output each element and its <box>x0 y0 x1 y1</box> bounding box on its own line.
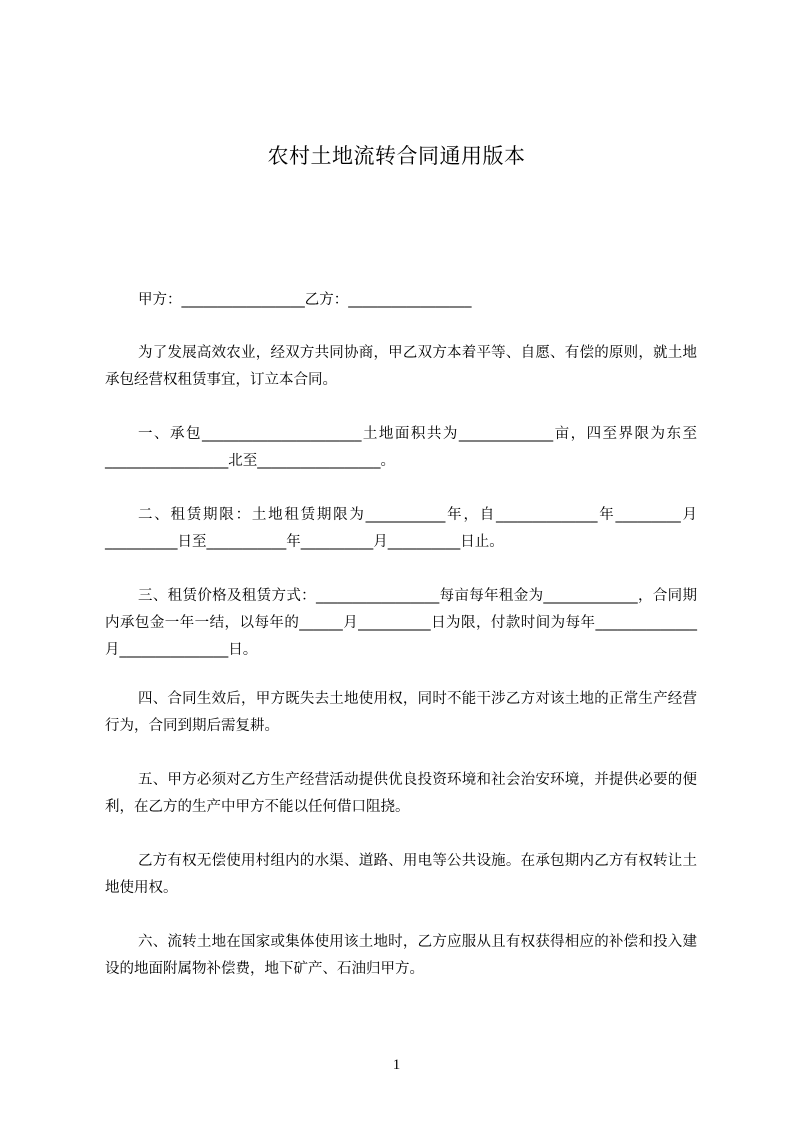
party-line: 甲方：_________________乙方：_________________ <box>138 292 472 308</box>
clause-3-lease-price: 三、租赁价格及租赁方式：_________________每亩每年租金为_____________，合同期内承包金一年一结，以每年的______月__________日为限，付款时间为每年______________月_______________日。 <box>105 588 697 658</box>
page-number: 1 <box>392 1057 401 1073</box>
clause-2-lease-term: 二、租赁期限：土地租赁期限为___________年，自______________年_________月__________日至___________年__________月__________日止。 <box>105 507 697 550</box>
document-title: 农村土地流转合同通用版本 <box>267 144 526 168</box>
clause-5-obligations: 五、甲方必须对乙方生产经营活动提供优良投资环境和社会治安环境，并提供必要的便利，在乙方的生产中甲方不能以任何借口阻挠。 <box>105 772 697 815</box>
clause-4-effect: 四、合同生效后，甲方既失去土地使用权，同时不能干涉乙方对该土地的正常生产经营行为，合同到期后需复耕。 <box>105 691 697 734</box>
preamble-paragraph: 为了发展高效农业，经双方共同协商，甲乙双方本着平等、自愿、有偿的原则，就土地承包经营权租赁事宜，订立本合同。 <box>105 345 697 388</box>
clause-6-expropriation: 六、流转土地在国家或集体使用该土地时，乙方应服从且有权获得相应的补偿和投入建设的地面附属物补偿费，地下矿产、石油归甲方。 <box>105 934 697 977</box>
clause-1-land-area: 一、承包______________________土地面积共为_____________亩，四至界限为东至_________________北至_________________。 <box>105 426 697 469</box>
clause-5-rights: 乙方有权无偿使用村组内的水渠、道路、用电等公共设施。在承包期内乙方有权转让土地使用权。 <box>105 853 697 896</box>
